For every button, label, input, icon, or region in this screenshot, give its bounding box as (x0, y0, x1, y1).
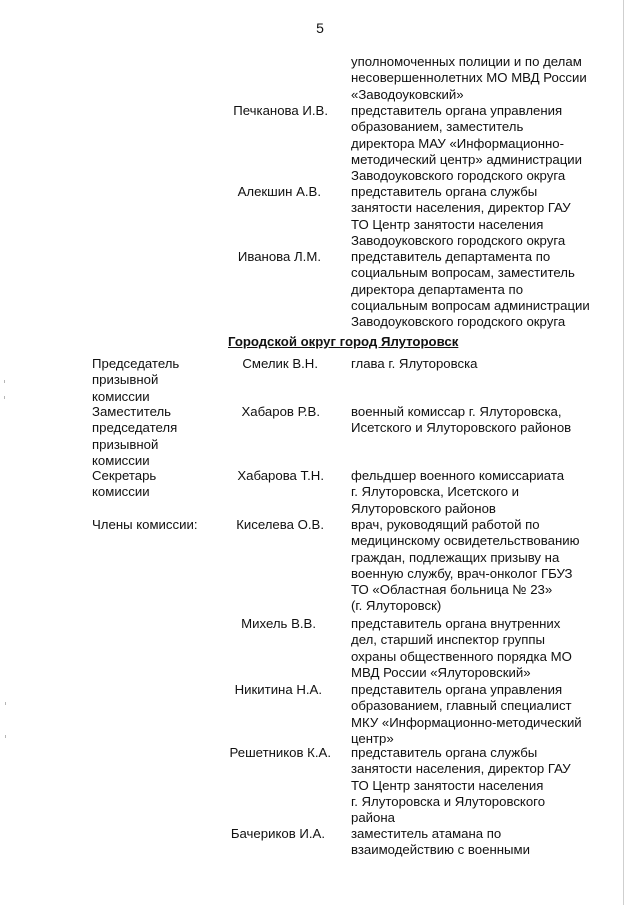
position-caption: Секретарь комиссии (92, 468, 157, 500)
member-name: Киселева О.В. (236, 517, 324, 532)
member-role: представитель органа службы занятости населения, директор ГАУ ТО Центр занятости населения Заводоуковского городского округа (351, 184, 571, 248)
member-name: Печканова И.В. (233, 103, 328, 118)
section-heading: Городской округ город Ялуторовск (228, 334, 459, 349)
page-fold-line (623, 0, 624, 905)
member-role: представитель органа управления образованием, заместитель директора МАУ «Информационно- методический центр» администрации Заводоуковского городского округа (351, 103, 583, 184)
member-name: Михель В.В. (241, 616, 316, 631)
member-name: Решетников К.А. (229, 745, 331, 760)
member-role: уполномоченных полиции и по делам несовершеннолетних МО МВД России «Заводоуковский» (351, 54, 587, 102)
member-role: представитель органа управления образованием, главный специалист МКУ «Информационно-методический центр» (351, 682, 582, 746)
member-name: Бачериков И.А. (230, 826, 325, 841)
scan-speck (4, 380, 5, 383)
member-name: Иванова Л.М. (237, 249, 321, 264)
member-role: представитель департамента по социальным вопросам, заместитель директора департамента по социальным вопросам администрации Заводоуковского городского округа (351, 249, 590, 330)
member-name: Хабаров Р.В. (241, 404, 320, 419)
member-name: Никитина Н.А. (234, 682, 322, 697)
scan-speck (4, 396, 5, 399)
member-name: Алекшин А.В. (237, 184, 321, 199)
member-role: фельдшер военного комиссариата г. Ялуторовска, Исетского и Ялуторовского районов (351, 468, 565, 516)
position-caption: Члены комиссии: (92, 517, 198, 532)
scan-speck (5, 735, 6, 738)
member-name: Смелик В.Н. (242, 356, 318, 371)
member-role: представитель органа службы занятости населения, директор ГАУ ТО Центр занятости населения г. Ялуторовска и Ялуторовского района (351, 745, 571, 826)
page-number: 5 (316, 20, 324, 36)
position-caption: Председатель призывной комиссии (92, 356, 180, 404)
position-caption: Заместитель председателя призывной комиссии (92, 404, 178, 468)
member-role: глава г. Ялуторовска (351, 356, 478, 371)
member-role: военный комиссар г. Ялуторовска, Исетского и Ялуторовского районов (351, 404, 572, 436)
member-role: представитель органа внутренних дел, старший инспектор группы охраны общественного порядка МО МВД России «Ялуторовский» (351, 616, 572, 680)
member-role: врач, руководящий работой по медицинскому освидетельствованию граждан, подлежащих призыву на военную службу, врач-онколог ГБУЗ ТО «Областная больница № 23» (г. Ялуторовск) (351, 517, 580, 614)
member-name: Хабарова Т.Н. (237, 468, 324, 483)
scan-speck (5, 702, 6, 705)
member-role: заместитель атамана по взаимодействию с военными (351, 826, 530, 858)
